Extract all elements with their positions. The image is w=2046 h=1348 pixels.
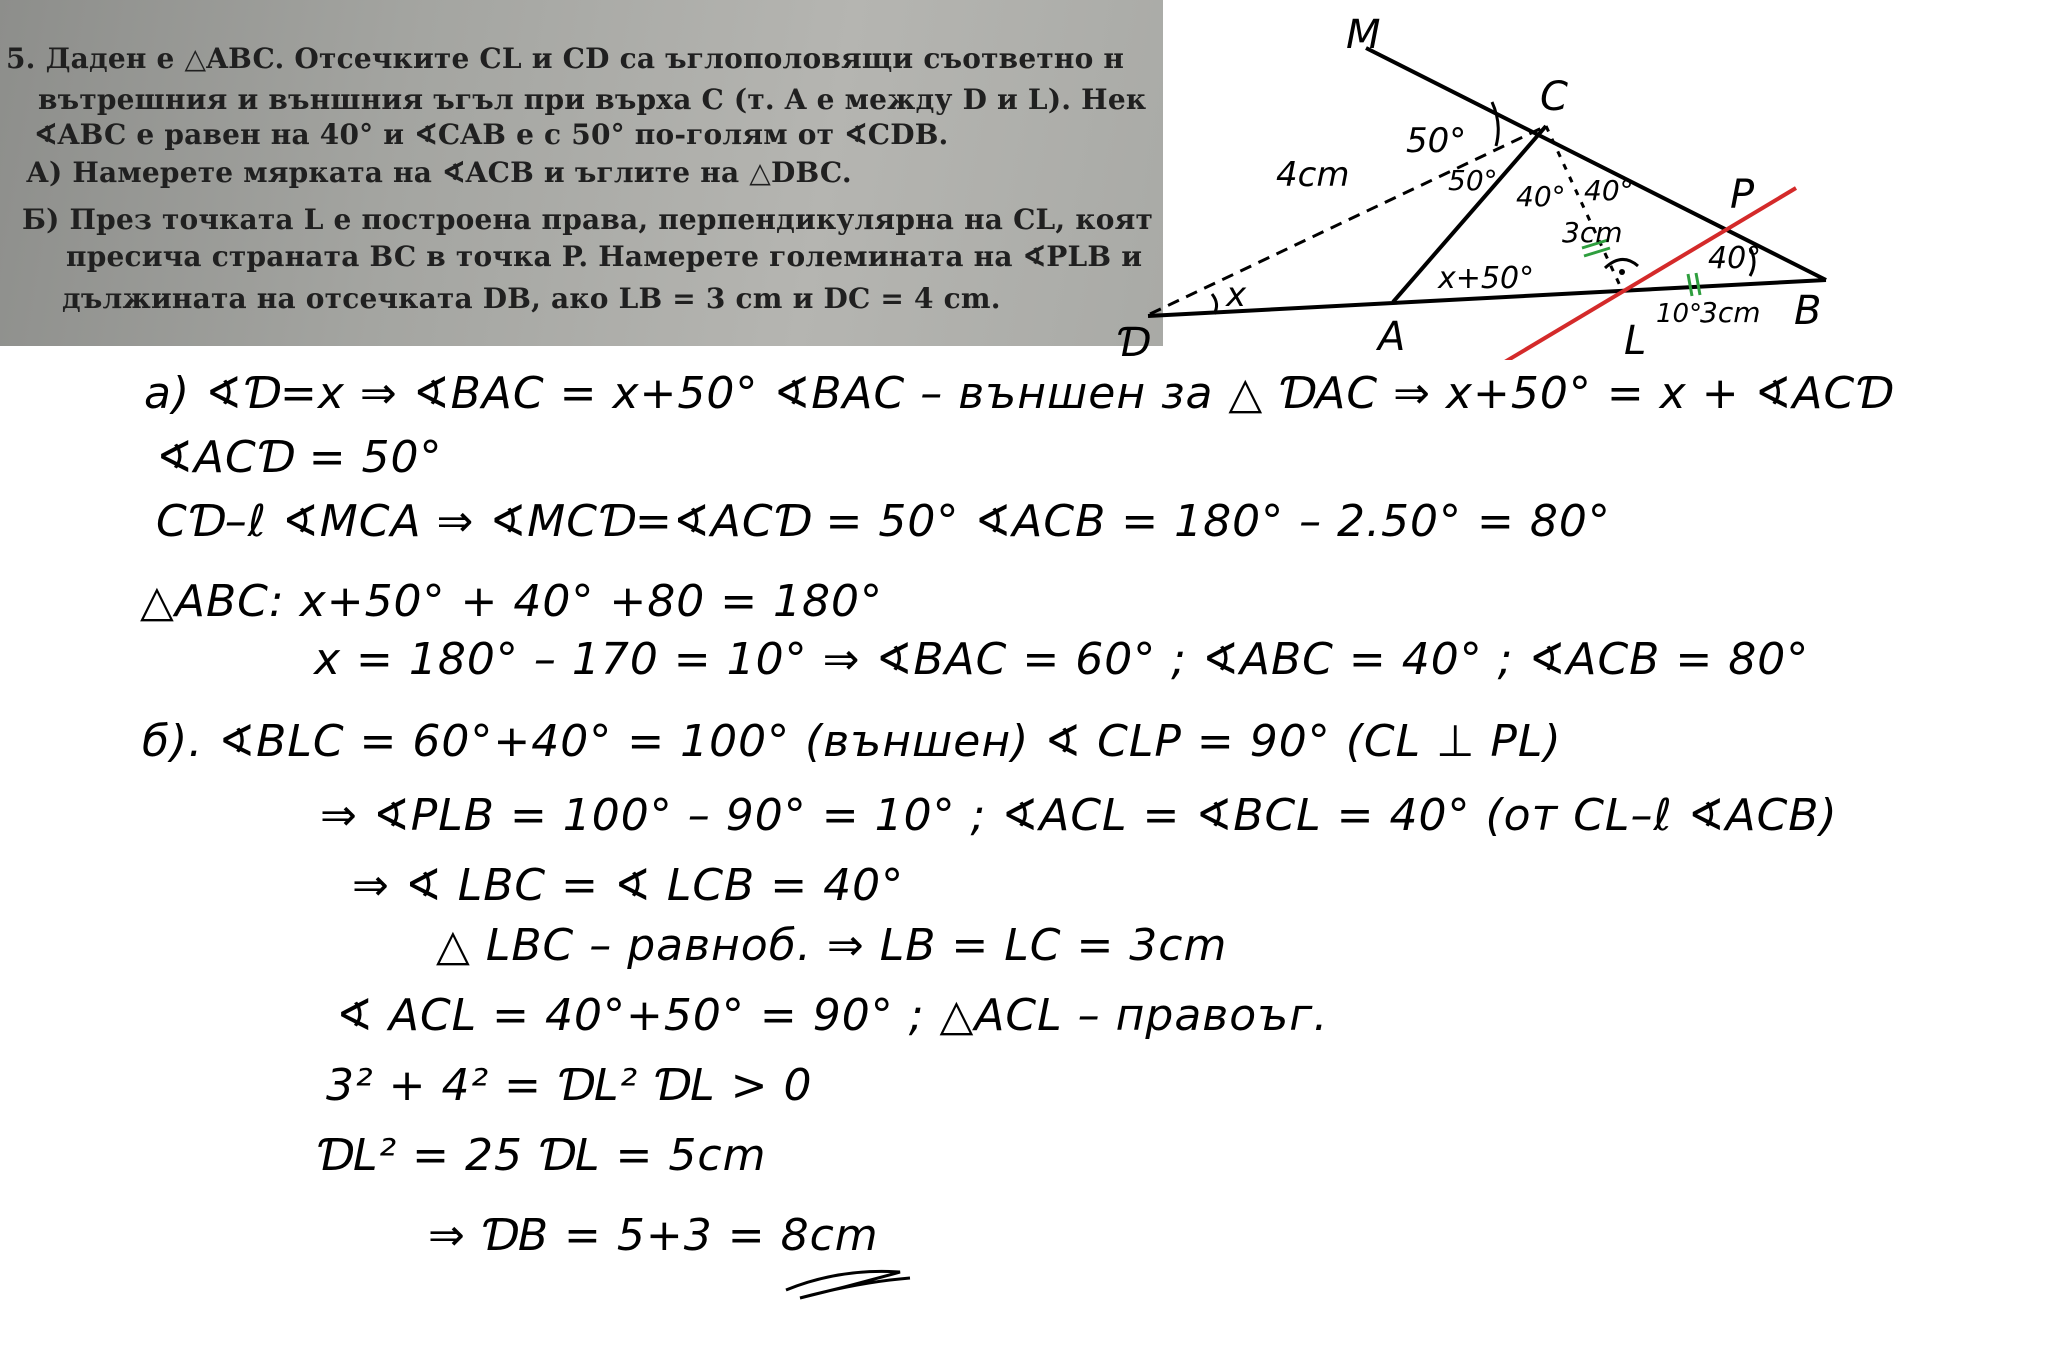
triangle-diagram [1110, 0, 2046, 360]
label-dc-length: 4cm [1276, 155, 1350, 195]
solution-b-line-3: ⇒ ∢ LBC = ∢ LCB = 40° [352, 860, 905, 911]
label-angle-a: x+50° [1438, 261, 1535, 296]
label-angle-ca: 40° [1516, 180, 1566, 213]
solution-b-line-5: ∢ ACL = 40°+50° = 90° ; △ACL – правоъг. [336, 990, 1329, 1041]
problem-photo [0, 0, 1163, 346]
point-l: L [1624, 318, 1647, 360]
label-angle-cb: 40° [1584, 174, 1634, 207]
label-angle-mc: 50° [1406, 121, 1467, 161]
problem-line-2: вътрешния и външния ъгъл при върха C (т. A е между D и L). Нек [38, 83, 1147, 116]
solution-b-line-7: ƊL² = 25 ƊL = 5cm [316, 1130, 767, 1181]
solution-a-line-2: ∢ACƊ = 50° [156, 432, 443, 483]
label-angle-l: 10° [1656, 299, 1703, 329]
point-c: C [1540, 74, 1568, 120]
problem-line-7: дължината на отсечката DB, ако LB = 3 cm и DC = 4 cm. [62, 282, 1001, 315]
solution-a-line-1: а) ∢Ɗ=x ⇒ ∢BAC = x+50° ∢BAC – външен за △ ƊAC ⇒ x+50° = x + ∢ACƊ [144, 368, 1893, 419]
label-angle-b: 40° [1708, 241, 1762, 276]
label-lb-length: 3cm [1700, 296, 1761, 329]
solution-b-line-1: б). ∢BLC = 60°+40° = 100° (външен) ∢ CLP = 90° (CL ⊥ PL) [142, 716, 1562, 767]
problem-line-6: пресича страната BC в точка P. Намерете големината на ∢PLB и [66, 240, 1143, 273]
point-a: A [1378, 314, 1406, 360]
label-angle-d: x [1226, 275, 1247, 315]
point-m: M [1346, 12, 1381, 58]
solution-b-line-8: ⇒ ƊB = 5+3 = 8cm [428, 1210, 879, 1261]
label-cl-length: 3cm [1562, 216, 1623, 249]
solution-a-line-4: △ABC: x+50° + 40° +80 = 180° [140, 576, 884, 627]
problem-line-5: Б) През точката L е построена права, перпендикулярна на CL, коят [22, 203, 1154, 236]
point-p: P [1730, 172, 1755, 218]
answer-underline [780, 1248, 920, 1308]
solution-b-line-6: 3² + 4² = ƊL² ƊL > 0 [326, 1060, 813, 1111]
solution-b-line-2: ⇒ ∢PLB = 100° – 90° = 10° ; ∢ACL = ∢BCL = 40° (от CL–ℓ ∢ACB) [320, 790, 1838, 841]
problem-line-1: 5. Даден е △ABC. Отсечките CL и CD са ъглополовящи съответно н [6, 42, 1125, 75]
equal-mark-lb-2 [1696, 273, 1700, 295]
point-d: Ɗ [1116, 320, 1149, 360]
solution-a-line-5: x = 180° – 170 = 10° ⇒ ∢BAC = 60° ; ∢ABC = 40° ; ∢ACB = 80° [314, 634, 1810, 685]
equal-mark-lb [1688, 274, 1692, 296]
problem-line-3: ∢ABC е равен на 40° и ∢CAB е с 50° по-голям от ∢CDB. [34, 118, 949, 151]
problem-line-4: А) Намерете мярката на ∢ACB и ъглите на △DBC. [26, 156, 852, 189]
label-angle-cd: 50° [1448, 164, 1498, 197]
solution-b-line-4: △ LBC – равноб. ⇒ LB = LC = 3cm [436, 920, 1228, 971]
point-b: B [1794, 288, 1822, 334]
solution-a-line-3: CƊ–ℓ ∢MCA ⇒ ∢MCƊ=∢ACƊ = 50° ∢ACB = 180° – 2.50° = 80° [156, 496, 1611, 547]
arc-angle-mc [1492, 102, 1498, 146]
